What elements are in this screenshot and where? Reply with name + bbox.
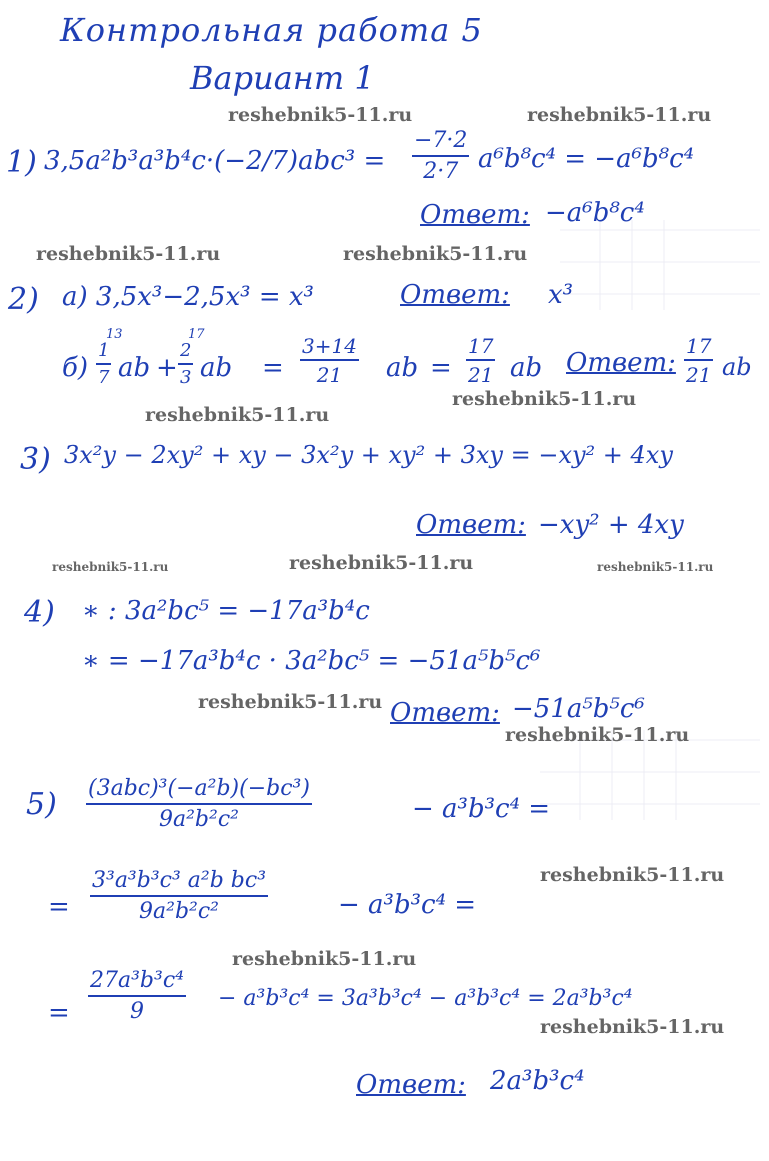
watermark: reshebnik5-11.ru <box>228 104 413 126</box>
task2-frac1 <box>96 342 111 387</box>
task5-tail2: − a³b³c⁴ = <box>338 890 477 920</box>
task2-res-den: 21 <box>468 363 494 387</box>
task3-answer-label: Ответ: <box>416 510 526 540</box>
task5-fraction1 <box>86 778 312 831</box>
watermark: reshebnik5-11.ru <box>52 560 169 574</box>
task2-part-b-label: б) <box>62 353 89 383</box>
watermark: reshebnik5-11.ru <box>145 404 330 426</box>
task2-term1: ab <box>118 353 151 383</box>
task2-part-a: а) 3,5x³−2,5x³ = x³ <box>62 282 314 312</box>
task5-frac1-den: 9a²b²c² <box>158 807 239 832</box>
task5-tail3: − a³b³c⁴ = 3a³b³c⁴ − a³b³c⁴ = 2a³b³c⁴ <box>218 986 633 1011</box>
task2-answer-a-value: x³ <box>548 280 574 310</box>
task1-frac-denominator: 2·7 <box>423 159 459 184</box>
task4-line1: ∗ : 3a²bc⁵ = −17a³b⁴c <box>82 596 370 626</box>
page-title: Контрольная работа 5 <box>60 11 483 49</box>
task2-answer-a-label: Ответ: <box>400 280 510 310</box>
task2-term4: ab <box>510 353 543 383</box>
task2-eq1: = <box>262 353 284 383</box>
watermark: reshebnik5-11.ru <box>452 388 637 410</box>
task5-frac1-num: (3abc)³(−a²b)(−bc³) <box>86 778 312 805</box>
task2-plus: + <box>156 353 178 383</box>
task2-result-fraction <box>466 336 495 385</box>
watermark: reshebnik5-11.ru <box>289 552 474 574</box>
watermark: reshebnik5-11.ru <box>540 1016 725 1038</box>
task5-frac3-num: 27a³b³c⁴ <box>88 970 186 997</box>
task5-fraction3 <box>88 970 186 1023</box>
task5-fraction2 <box>90 870 268 923</box>
task1-result: a⁶b⁸c⁴ = −a⁶b⁸c⁴ <box>478 144 695 174</box>
task2-sum-fraction <box>300 336 359 385</box>
task5-answer-label: Ответ: <box>356 1070 466 1100</box>
task4-answer-value: −51a⁵b⁵c⁶ <box>512 694 645 724</box>
task1-coefficient-fraction <box>412 130 469 183</box>
watermark: reshebnik5-11.ru <box>36 243 221 265</box>
watermark: reshebnik5-11.ru <box>198 691 383 713</box>
task4-number: 4) <box>24 595 55 630</box>
task4-answer-label: Ответ: <box>390 698 500 728</box>
task2-answer-b-num: 17 <box>684 336 713 361</box>
watermark: reshebnik5-11.ru <box>527 104 712 126</box>
task3-answer-value: −xy² + 4xy <box>538 510 684 540</box>
task2-frac1-multiplier: 13 <box>106 327 123 342</box>
watermark: reshebnik5-11.ru <box>597 560 714 574</box>
task1-answer-value: −a⁶b⁸c⁴ <box>545 198 645 228</box>
task2-frac2-den: 3 <box>180 367 192 388</box>
task3-number: 3) <box>20 442 51 477</box>
task1-answer-label: Ответ: <box>420 200 530 230</box>
task1-frac-numerator: −7·2 <box>412 130 469 157</box>
task2-eq2: = <box>430 353 452 383</box>
task2-frac2-num: 2 <box>178 342 193 365</box>
task2-sum-den: 21 <box>316 363 343 387</box>
task5-eq-line2: = <box>48 892 70 922</box>
task2-term3: ab <box>386 353 419 383</box>
task1-expression: 3,5a²b³a³b⁴c·(−2/7)abc³ = <box>44 146 386 176</box>
task3-expression: 3x²y − 2xy² + xy − 3x²y + xy² + 3xy = −xy² + 4xy <box>64 441 673 469</box>
task5-frac2-num: 3³a³b³c³ a²b bc³ <box>90 870 268 897</box>
task2-frac2-multiplier: 17 <box>188 327 205 342</box>
task2-frac1-num: 1 <box>96 342 111 365</box>
watermark: reshebnik5-11.ru <box>505 724 690 746</box>
variant-heading: Вариант 1 <box>190 59 375 97</box>
task2-term2: ab <box>200 353 233 383</box>
task5-answer-value: 2a³b³c⁴ <box>490 1066 585 1096</box>
task5-frac3-den: 9 <box>129 999 144 1024</box>
task2-sum-num: 3+14 <box>300 336 359 361</box>
watermark: reshebnik5-11.ru <box>343 243 528 265</box>
task2-number: 2) <box>8 282 39 317</box>
task5-tail1: − a³b³c⁴ = <box>412 794 551 824</box>
task2-answer-b-term: ab <box>722 353 752 381</box>
task2-frac1-den: 7 <box>98 367 110 388</box>
task2-frac2 <box>178 342 193 387</box>
task2-res-num: 17 <box>466 336 495 361</box>
watermark: reshebnik5-11.ru <box>540 864 725 886</box>
task1-number: 1) <box>6 145 37 180</box>
task2-answer-b-label: Ответ: <box>566 348 676 378</box>
task2-answer-b-fraction <box>684 336 713 385</box>
task5-frac2-den: 9a²b²c² <box>139 899 219 924</box>
task2-answer-b-den: 21 <box>686 363 712 387</box>
watermark: reshebnik5-11.ru <box>232 948 417 970</box>
task5-number: 5) <box>26 787 57 822</box>
task5-eq-line3: = <box>48 998 70 1028</box>
task4-line2: ∗ = −17a³b⁴c · 3a²bc⁵ = −51a⁵b⁵c⁶ <box>82 646 541 676</box>
